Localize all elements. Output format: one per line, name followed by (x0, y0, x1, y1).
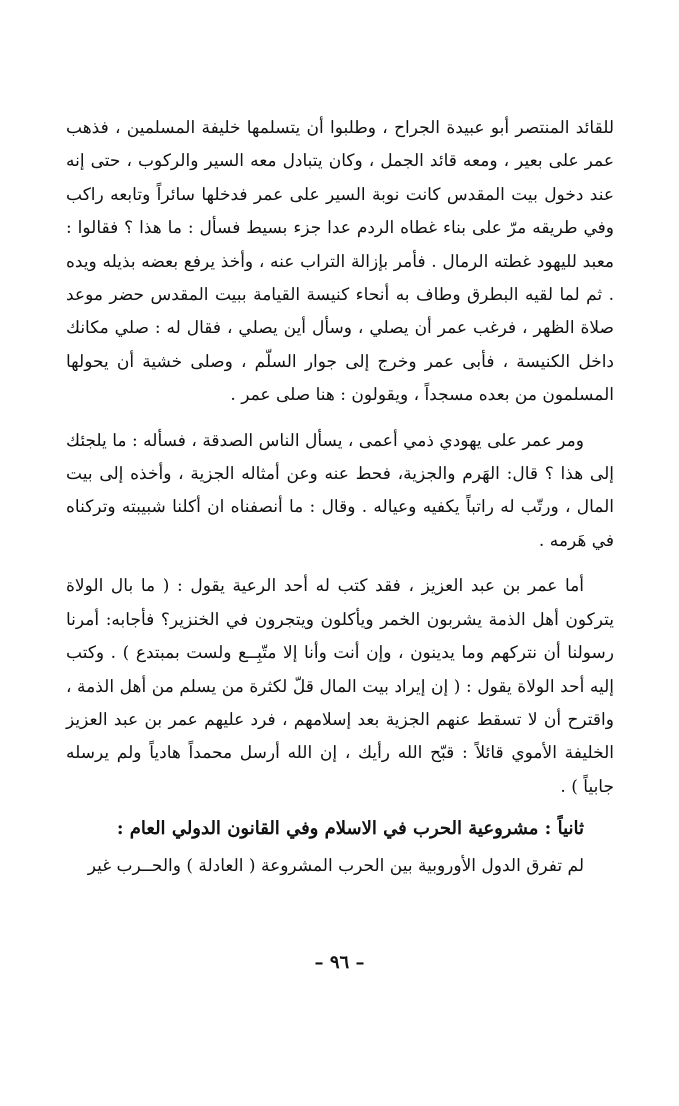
paragraph-4: لم تفرق الدول الأوروبية بين الحرب المشروعة ( العادلة ) والحــرب غير (87, 855, 584, 876)
paragraph-3: أما عمر بن عبد العزيز ، فقد كتب له أحد الرعية يقول : ( ما بال الولاة يتركون أهل الذمة يشربون الخمر ويأكلون ويتجرون في الخنزير؟ فأجابه: أمرنا رسولنا أن نتركهم وما يدينون ، وإن أنت وأنا إلا متّبِــع ولست بمبتدع ) . وكتب إليه أحد الولاة يقول : ( إن إيراد بيت المال قلّ لكثرة من يسلم من أهل الذمة ، واقترح أن لا تسقط عنهم الجزية بعد إسلامهم ، فرد عليهم عمر بن عبد العزيز الخليفة الأموي قائلاً : قبّح الله رأيك ، إن الله أرسل محمداً هادياً ولم يرسله جابياً ) . (66, 576, 614, 797)
page-number: – ٩٦ – (314, 952, 365, 973)
paragraph-gap (66, 558, 614, 570)
section-heading: ثانياً : مشروعية الحرب في الاسلام وفي القانون الدولي العام : (116, 818, 584, 840)
paragraph-gap (66, 413, 614, 425)
paragraph-2: ومر عمر على يهودي ذمي أعمى ، يسأل الناس الصدقة ، فسأله : ما يلجئك إلى هذا ؟ قال: الهَرم والجزية، فحط عنه وعن أمثاله الجزية ، وأخذه إلى بيت المال ، ورتّب له راتباً يكفيه وعياله . وقال : ما أنصفناه ان أكلنا شبيبته وتركناه في هَرمه . (66, 430, 614, 551)
paragraph-1: للقائد المنتصر أبو عبيدة الجراح ، وطلبوا أن يتسلمها خليفة المسلمين ، فذهب عمر على بعير ، ومعه قائد الجمل ، وكان يتبادل معه السير والركوب ، حتى إنه عند دخول بيت المقدس كانت نوبة السير على عمر فدخلها سائراً وتابعه راكب وفي طريقه مرّ على بناء غطاه الردم عدا جزء بسيط فسأل : ما هذا ؟ فقالوا : معبد لليهود غطته الرمال . فأمر بإزالة التراب عنه ، وأخذ يرفع بعضه بذيله ويده . ثم لما لقيه البطرق وطاف به أنحاء كنيسة القيامة ببيت المقدس حضر موعد صلاة الظهر ، فرغب عمر أن يصلي ، وسأل أين يصلي ، فقال له : صلي مكانك داخل الكنيسة ، فأبى عمر وخرج إلى جوار السلّم ، وصلى خشية أن يحولها المسلمون من بعده مسجداً ، ويقولون : هنا صلى عمر . (66, 118, 614, 406)
page-body (66, 112, 614, 883)
